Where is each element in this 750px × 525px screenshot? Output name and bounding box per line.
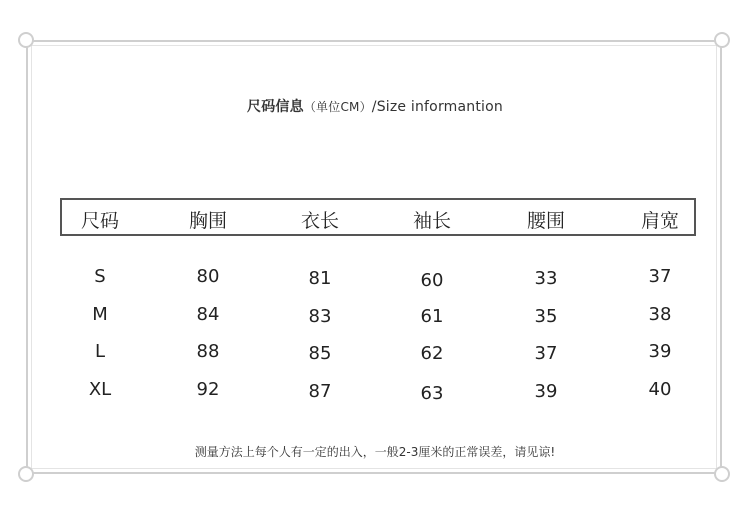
size-label-cell: M xyxy=(92,304,108,325)
table-header-cell: 胸围 xyxy=(188,210,227,232)
frame-corner-ornament xyxy=(18,466,34,482)
table-cell: 33 xyxy=(534,268,558,289)
frame-corner-ornament xyxy=(714,466,730,482)
table-header-cell: 袖长 xyxy=(412,210,451,232)
title-chinese: 尺码信息 xyxy=(247,99,304,115)
table-header-cell: 尺码 xyxy=(80,210,119,232)
table-cell: 88 xyxy=(196,341,220,362)
table-header-cell: 肩宽 xyxy=(640,210,679,232)
title-english: /Size informantion xyxy=(371,99,503,115)
table-cell: 63 xyxy=(420,383,444,404)
table-cell: 80 xyxy=(196,266,220,287)
frame-corner-ornament xyxy=(714,32,730,48)
table-cell: 60 xyxy=(420,270,444,291)
table-cell: 61 xyxy=(420,306,444,327)
table-cell: 39 xyxy=(648,341,672,362)
table-cell: 35 xyxy=(534,306,558,327)
page-title xyxy=(0,96,750,116)
measurement-note: 测量方法上每个人有一定的出入，一般2-3厘米的正常误差，请见谅! xyxy=(194,445,556,459)
table-cell: 40 xyxy=(648,379,672,400)
table-header-cell: 腰围 xyxy=(526,210,565,232)
table-cell: 39 xyxy=(534,381,558,402)
table-cell: 62 xyxy=(420,343,444,364)
table-header-row xyxy=(60,198,696,236)
title-unit: （单位CM） xyxy=(303,100,372,114)
size-label-cell: XL xyxy=(88,379,112,400)
frame-corner-ornament xyxy=(18,32,34,48)
table-cell: 38 xyxy=(648,304,672,325)
table-cell: 37 xyxy=(648,266,672,287)
table-cell: 37 xyxy=(534,343,558,364)
table-cell: 83 xyxy=(308,306,332,327)
table-header-cell: 衣长 xyxy=(300,210,339,232)
table-cell: 92 xyxy=(196,379,220,400)
table-cell: 85 xyxy=(308,343,332,364)
size-label-cell: L xyxy=(94,341,106,362)
table-cell: 81 xyxy=(308,268,332,289)
table-cell: 84 xyxy=(196,304,220,325)
size-label-cell: S xyxy=(94,266,106,287)
table-cell: 87 xyxy=(308,381,332,402)
